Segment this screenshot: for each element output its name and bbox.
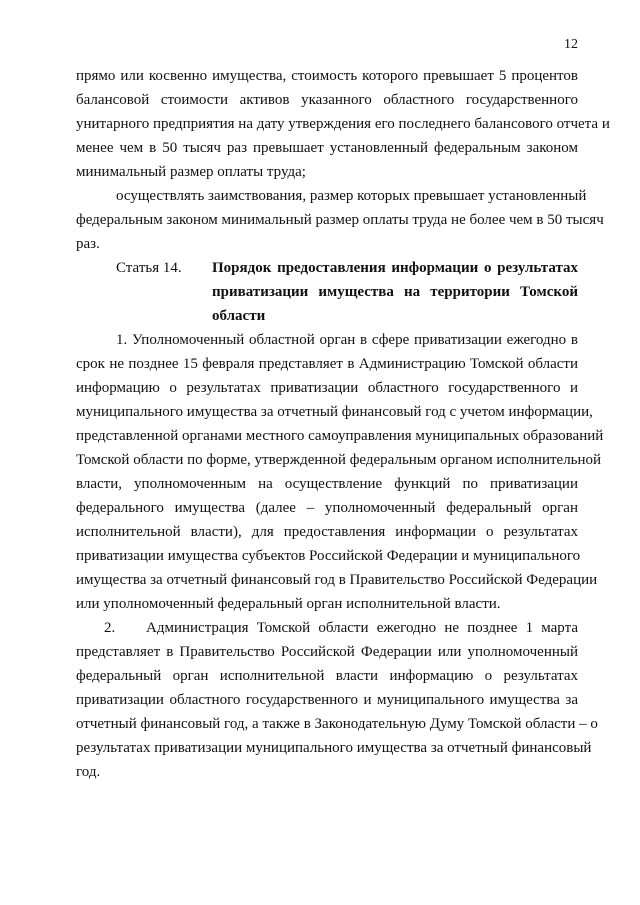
text-line: информацию о результатах приватизации областного государственного и (76, 380, 578, 396)
text-line: срок не позднее 15 февраля представляет в Администрацию Томской области (76, 356, 578, 372)
text-line: унитарного предприятия на дату утверждения его последнего балансового отчета и (76, 116, 610, 132)
text-line: раз. (76, 236, 100, 252)
text-line: Томской области по форме, утвержденной федеральным органом исполнительной (76, 452, 602, 468)
text-line: балансовой стоимости активов указанного областного государственного (76, 92, 578, 108)
text-line: 1. Уполномоченный областной орган в сфере приватизации ежегодно в (116, 332, 578, 348)
text-line: отчетный финансовый год, а также в Законодательную Думу Томской области – о (76, 716, 598, 732)
text-line: федерального имущества (далее – уполномоченный федеральный орган (76, 500, 578, 516)
text-line: представляет в Правительство Российской Федерации или уполномоченный (76, 644, 578, 660)
text-line: Администрация Томской области ежегодно не позднее 1 марта (146, 620, 578, 636)
text-line: власти, уполномоченным на осуществление функций по приватизации (76, 476, 578, 492)
text-line: минимальный размер оплаты труда; (76, 164, 306, 180)
text-line: результатах приватизации муниципального имущества за отчетный финансовый (76, 740, 592, 756)
text-line: менее чем в 50 тысяч раз превышает установленный федеральным законом (76, 140, 578, 156)
text-line: приватизации областного государственного и муниципального имущества за (76, 692, 578, 708)
item-number: 2. (104, 620, 116, 636)
text-line: приватизации имущества субъектов Российской Федерации и муниципального (76, 548, 581, 564)
text-line: прямо или косвенно имущества, стоимость которого превышает 5 процентов (76, 68, 578, 84)
text-line: муниципального имущества за отчетный финансовый год с учетом информации, (76, 404, 593, 420)
text-line: исполнительной власти), для предоставления информации о результатах (76, 524, 578, 540)
text-line: осуществлять заимствования, размер которых превышает установленный (116, 188, 587, 204)
text-line: федеральным законом минимальный размер оплаты труда не более чем в 50 тысяч (76, 212, 604, 228)
article-title-line: приватизации имущества на территории Томской (212, 284, 578, 300)
article-label: Статья 14. (116, 260, 182, 276)
article-title-line: области (212, 308, 266, 324)
text-line: федеральный орган исполнительной власти информацию о результатах (76, 668, 578, 684)
text-line: год. (76, 764, 101, 780)
text-line: или уполномоченный федеральный орган исполнительной власти. (76, 596, 501, 612)
text-line: представленной органами местного самоуправления муниципальных образований (76, 428, 604, 444)
article-title-line: Порядок предоставления информации о результатах (212, 260, 578, 276)
text-line: имущества за отчетный финансовый год в Правительство Российской Федерации (76, 572, 598, 588)
page-number: 12 (564, 37, 578, 52)
